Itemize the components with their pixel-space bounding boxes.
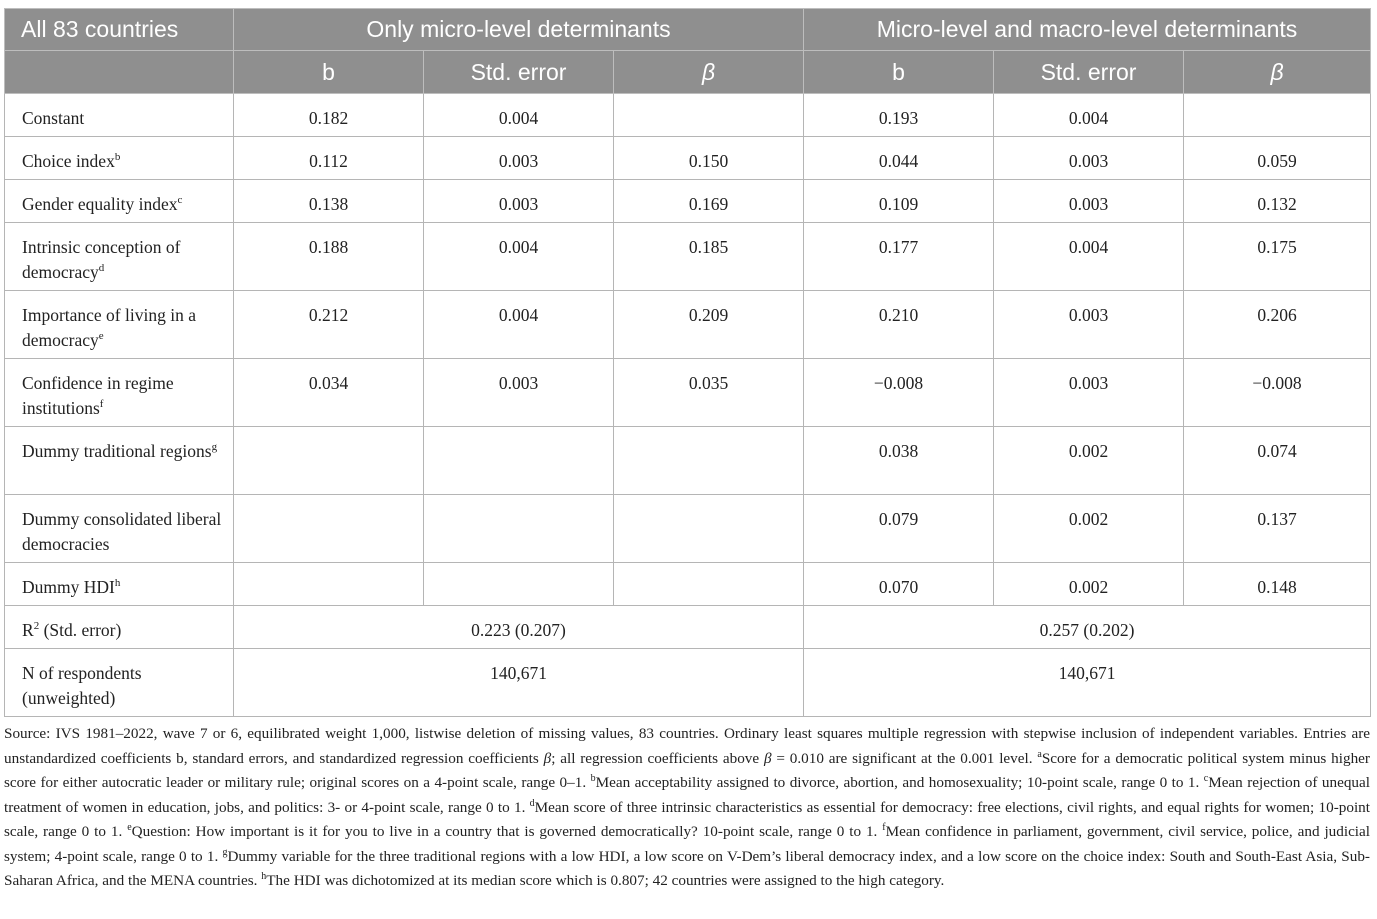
cell: 0.109 bbox=[804, 180, 994, 223]
col-header-b: b bbox=[804, 51, 994, 94]
cell: 0.193 bbox=[804, 94, 994, 137]
row-label: Intrinsic conception of democracy$^d$ bbox=[5, 223, 234, 291]
col-header-beta: β bbox=[614, 51, 804, 94]
group-header-micro: Only micro-level determinants bbox=[234, 9, 804, 51]
table-row bbox=[5, 359, 1371, 427]
n-value-micro-macro: 140,671 bbox=[804, 649, 1371, 717]
cell: 0.003 bbox=[994, 137, 1184, 180]
cell: 0.150 bbox=[614, 137, 804, 180]
cell: 0.175 bbox=[1184, 223, 1371, 291]
r2-value-micro-macro: 0.257 (0.202) bbox=[804, 606, 1371, 649]
cell: 0.079 bbox=[804, 495, 994, 563]
table-row bbox=[5, 94, 1371, 137]
cell: 0.004 bbox=[424, 291, 614, 359]
cell: 0.185 bbox=[614, 223, 804, 291]
cell: 0.003 bbox=[994, 359, 1184, 427]
cell: 0.004 bbox=[994, 94, 1184, 137]
col-header-beta: β bbox=[1184, 51, 1371, 94]
col-header-std-error: Std. error bbox=[994, 51, 1184, 94]
cell: 0.137 bbox=[1184, 495, 1371, 563]
row-label: Dummy HDI$^h$ bbox=[5, 563, 234, 606]
col-header-std-error: Std. error bbox=[424, 51, 614, 94]
cell: 0.003 bbox=[994, 180, 1184, 223]
cell bbox=[234, 563, 424, 606]
table-row bbox=[5, 137, 1371, 180]
row-label: Constant bbox=[5, 94, 234, 137]
row-label: Dummy consolidated liberal democracies bbox=[5, 495, 234, 563]
cell bbox=[424, 563, 614, 606]
cell bbox=[1184, 94, 1371, 137]
cell: 0.188 bbox=[234, 223, 424, 291]
cell: 0.003 bbox=[424, 359, 614, 427]
cell: 0.004 bbox=[424, 94, 614, 137]
r2-value-micro: 0.223 (0.207) bbox=[234, 606, 804, 649]
cell: 0.212 bbox=[234, 291, 424, 359]
table-row bbox=[5, 223, 1371, 291]
cell: 0.044 bbox=[804, 137, 994, 180]
group-header-micro-macro: Micro-level and macro-level determinants bbox=[804, 9, 1371, 51]
table-row bbox=[5, 563, 1371, 606]
cell: 0.169 bbox=[614, 180, 804, 223]
cell: 0.003 bbox=[424, 137, 614, 180]
row-label: Importance of living in a democracy$^e$ bbox=[5, 291, 234, 359]
cell: 0.070 bbox=[804, 563, 994, 606]
cell: 0.003 bbox=[424, 180, 614, 223]
cell: 0.132 bbox=[1184, 180, 1371, 223]
table-row bbox=[5, 180, 1371, 223]
row-label: N of respondents (unweighted) bbox=[5, 649, 234, 717]
row-label: $R^2$ (Std. error) bbox=[5, 606, 234, 649]
cell: 0.148 bbox=[1184, 563, 1371, 606]
cell: 0.206 bbox=[1184, 291, 1371, 359]
cell: 0.138 bbox=[234, 180, 424, 223]
row-label: Confidence in regime institutions$^f$ bbox=[5, 359, 234, 427]
cell: 0.004 bbox=[994, 223, 1184, 291]
cell: 0.059 bbox=[1184, 137, 1371, 180]
regression-table bbox=[4, 8, 1371, 717]
cell bbox=[614, 563, 804, 606]
r2-row bbox=[5, 606, 1371, 649]
table-row bbox=[5, 495, 1371, 563]
cell: 0.035 bbox=[614, 359, 804, 427]
row-label: Choice index$^b$ bbox=[5, 137, 234, 180]
cell bbox=[424, 495, 614, 563]
table-footnotes: Source: IVS 1981–2022, wave 7 or 6, equilibrated weight 1,000, listwise deletion of missing values, 83 countries. Ordinary least squares multiple regression with stepwise inclusion of independent variables. Entries are unstandardized coefficients b, standard errors, and standardized regression coefficients β; all regression coefficients above β = 0.010 are significant at the 0.001 level. $^a$Score for a democratic political system minus higher score for either autocratic leader or military rule; original scores on a 4-point scale, range 0–1. $^b$Mean acceptability assigned to divorce, abortion, and homosexuality; 10-point scale, range 0 to 1. $^c$Mean rejection of unequal treatment of women in education, jobs, and politics: 3- or 4-point scale, range 0 to 1. $^d$Mean score of three intrinsic characteristics as essential for democracy: free elections, civil rights, and equal rights for women; 10-point scale, range 0 to 1. $^e$Question: How important is it for you to live in a country that is governed democratically? 10-point scale, range 0 to 1. $^f$Mean confidence in parliament, government, civil service, police, and judicial system; 4-point scale, range 0 to 1. $^g$Dummy variable for the three traditional regions with a low HDI, a low score on V-Dem’s liberal democracy index, and a low score on the choice index: South and South-East Asia, Sub-Saharan Africa, and the MENA countries. $^h$The HDI was dichotomized at its median score which is 0.807; 42 countries were assigned to the high category. bbox=[4, 725, 1370, 889]
cell: 0.034 bbox=[234, 359, 424, 427]
cell bbox=[234, 427, 424, 495]
cell: 0.003 bbox=[994, 291, 1184, 359]
corner-header: All 83 countries bbox=[5, 9, 234, 51]
n-value-micro: 140,671 bbox=[234, 649, 804, 717]
cell: 0.177 bbox=[804, 223, 994, 291]
cell: 0.209 bbox=[614, 291, 804, 359]
cell bbox=[234, 495, 424, 563]
cell: −0.008 bbox=[1184, 359, 1371, 427]
col-header-b: b bbox=[234, 51, 424, 94]
row-label: Dummy traditional regions$^g$ bbox=[5, 427, 234, 495]
table-row bbox=[5, 291, 1371, 359]
cell: 0.002 bbox=[994, 563, 1184, 606]
cell: 0.112 bbox=[234, 137, 424, 180]
cell: 0.002 bbox=[994, 427, 1184, 495]
cell bbox=[614, 94, 804, 137]
cell: 0.074 bbox=[1184, 427, 1371, 495]
n-row bbox=[5, 649, 1371, 717]
cell: 0.002 bbox=[994, 495, 1184, 563]
cell: −0.008 bbox=[804, 359, 994, 427]
empty-header bbox=[5, 51, 234, 94]
table-row bbox=[5, 427, 1371, 495]
row-label: Gender equality index$^c$ bbox=[5, 180, 234, 223]
cell bbox=[614, 495, 804, 563]
cell: 0.004 bbox=[424, 223, 614, 291]
cell bbox=[614, 427, 804, 495]
cell: 0.038 bbox=[804, 427, 994, 495]
cell: 0.182 bbox=[234, 94, 424, 137]
cell bbox=[424, 427, 614, 495]
cell: 0.210 bbox=[804, 291, 994, 359]
